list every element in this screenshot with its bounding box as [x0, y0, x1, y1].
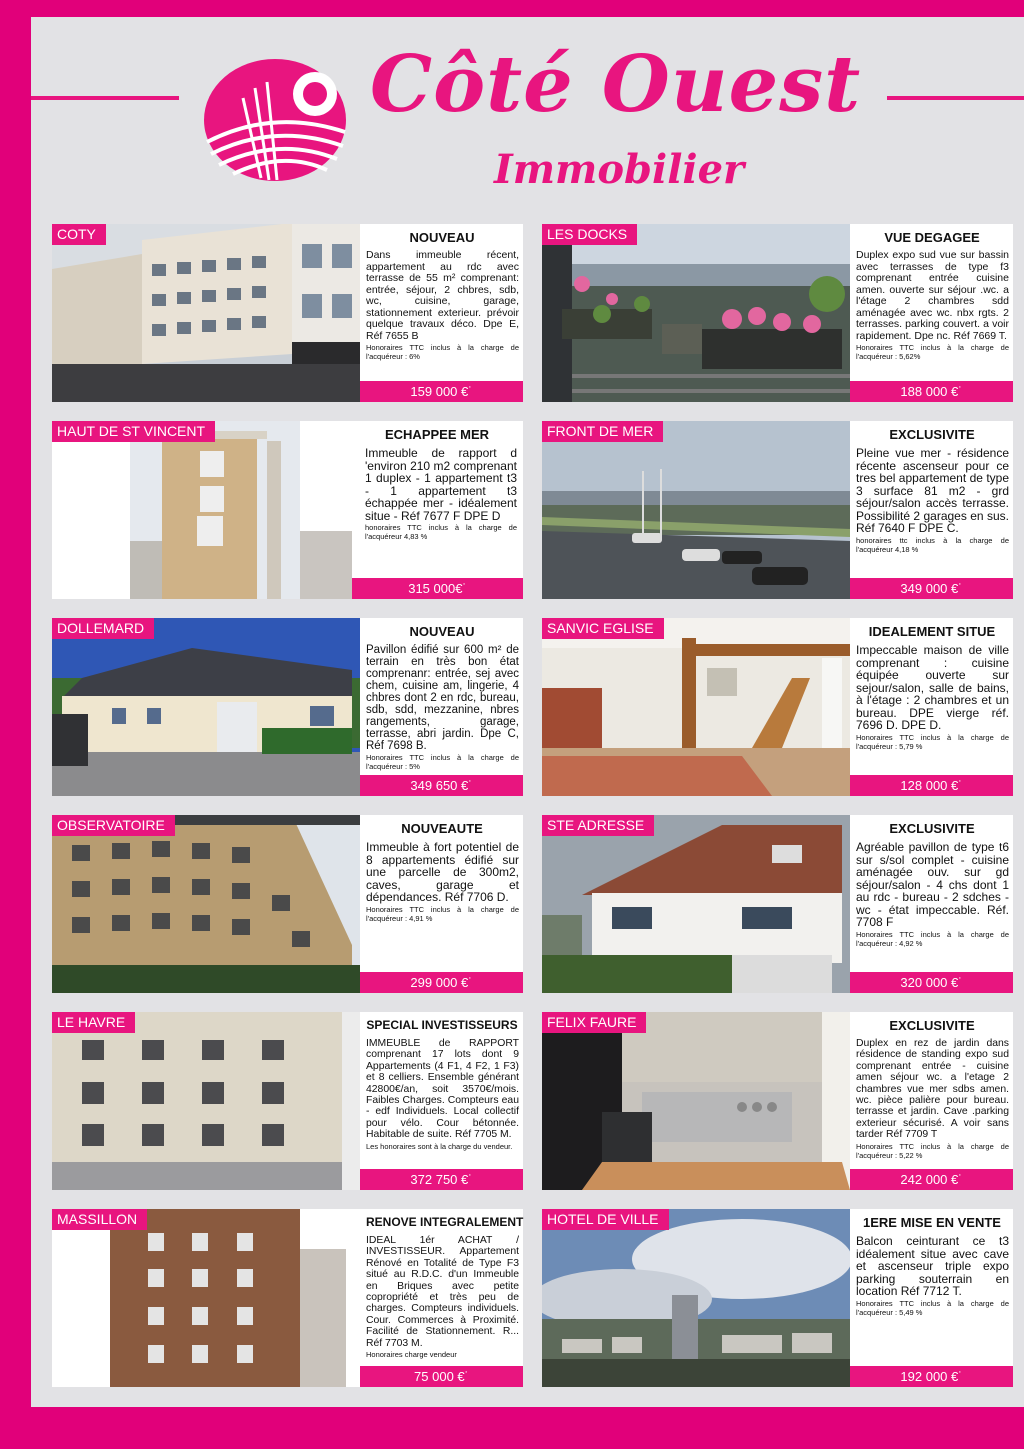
listing-card[interactable] — [542, 815, 1013, 993]
price-label: 320 000 €˙ — [850, 972, 1013, 993]
property-photo — [542, 1209, 850, 1387]
fees-note: Honoraires TTC inclus à la charge de l'acquéreur : 5,62% — [856, 343, 1009, 361]
location-tag: LE HAVRE — [52, 1012, 135, 1033]
listing-heading: ECHAPPEE MER — [384, 427, 490, 442]
listing-description — [856, 250, 1009, 361]
header-rule-right — [887, 96, 1024, 100]
property-photo — [52, 1012, 360, 1190]
description-text: IDEAL 1ér ACHAT / INVESTISSEUR. Appartement Rénové en Totalité de Type F3 situé au R.D.C. d'un Immeuble en Briques avec petite copropriété et très peu de charges. Compteurs individuels. Cour. Commerces à Proximité. Facilité de Stationnement. R... Réf 7703 M. — [366, 1235, 519, 1349]
price-label: 188 000 €˙ — [850, 381, 1013, 402]
listing-heading: RENOVE INTEGRALEMENT — [366, 1215, 524, 1229]
price-label: 159 000 €˙ — [360, 381, 523, 402]
fees-note: honoraires ttc inclus à la charge de l'acquéreur 4,18 % — [856, 535, 1009, 554]
listing-card[interactable] — [52, 421, 523, 599]
listing-description — [856, 447, 1009, 554]
listing-card[interactable] — [542, 1209, 1013, 1387]
location-tag: HOTEL DE VILLE — [542, 1209, 669, 1230]
listing-description — [856, 841, 1009, 948]
location-tag: MASSILLON — [52, 1209, 147, 1230]
listing-heading: NOUVEAUTE — [401, 821, 483, 836]
property-photo — [52, 421, 352, 599]
fees-note: honoraires TTC inclus à la charge de l'acquéreur 4,83 % — [365, 523, 517, 541]
location-tag: DOLLEMARD — [52, 618, 154, 639]
location-tag: FRONT DE MER — [542, 421, 663, 442]
description-text: Immeuble de rapport d 'environ 210 m2 comprenant 1 duplex - 1 appartement t3 - 1 appartement t3 échappée mer - idéalement situe - Réf 7677 F DPE D — [365, 446, 517, 523]
listing-heading: EXCLUSIVITE — [889, 821, 975, 836]
listing-heading: EXCLUSIVITE — [889, 1018, 975, 1033]
listing-heading: VUE DEGAGEE — [884, 230, 980, 245]
property-photo — [52, 815, 360, 993]
listing-heading: SPECIAL INVESTISSEURS — [366, 1018, 518, 1032]
listing-card[interactable] — [52, 224, 523, 402]
brand-subtitle: Immobilier — [494, 146, 745, 193]
description-text: Pavillon édifié sur 600 m² de terrain en très bon état comprenanr: entrée, sej avec chem, cuisine am, lingerie, 4 chbres dont 2 en rdc, bureau, sdb, sdd, mezzanine, nbres rangements, garage, terrasse, abri jardin. Dpe C, Réf 7698 B. — [366, 644, 519, 752]
description-text: Duplex en rez de jardin dans résidence de standing expo sud comprenant entrée - cuisine amen séjour wc. a l'etage 2 chambres vue mer sdbs amen. wc. pièce palière pour bureau. terrasse et jardin. Cave .parking exterieur sécurisé. A voir sans tarder Réf 7709 T — [856, 1038, 1009, 1141]
property-photo — [52, 1209, 346, 1387]
description-text: Impeccable maison de ville comprenant : cuisine équipée ouverte sur sejour/salon, salle de bains, à l'étage : 2 chambres et un bureau. DPE vierge réf. 7696 D. DPE D. — [856, 643, 1009, 732]
fees-note: Honoraires TTC inclus à la charge de l'acquéreur : 5,22 % — [856, 1141, 1009, 1160]
description-text: Dans immeuble récent, appartement au rdc avec terrasse de 55 m² comprenant: entrée, séjour, 2 chbres, sdb, wc, cuisine, garage, stationnement exterieur. prévoir quelque travaux déco. Dpe E, Réf 7655 B — [366, 249, 519, 342]
location-tag: LES DOCKS — [542, 224, 637, 245]
listing-heading: NOUVEAU — [409, 624, 475, 639]
listing-heading: 1ERE MISE EN VENTE — [863, 1215, 1001, 1230]
property-photo — [52, 618, 360, 796]
listing-heading: EXCLUSIVITE — [889, 427, 975, 442]
location-tag: STE ADRESSE — [542, 815, 654, 836]
description-text: Pleine vue mer - résidence récente ascenseur pour ce tres bel appartement de type 3 surface 81 m2 - grd séjour/salon accès terrasse. Possibilité 2 garages en sus. Réf 7640 F DPE C. — [856, 446, 1009, 535]
fees-note: Honoraires TTC inclus à la charge de l'acquéreur : 5,79 % — [856, 732, 1009, 751]
listing-card[interactable] — [52, 1012, 523, 1190]
price-label: 372 750 €˙ — [360, 1169, 523, 1190]
logo-sun-icon — [203, 58, 347, 182]
fees-note: Honoraires charge vendeur — [366, 1350, 457, 1360]
price-label: 75 000 €˙ — [360, 1366, 523, 1387]
property-photo — [542, 421, 850, 599]
listing-description — [365, 447, 517, 541]
listing-description — [366, 1235, 519, 1359]
listing-description — [856, 1038, 1009, 1160]
property-photo — [542, 224, 850, 402]
price-label: 299 000 €˙ — [360, 972, 523, 993]
listing-description — [366, 644, 519, 771]
listing-description — [856, 644, 1009, 751]
listing-description — [856, 1235, 1009, 1317]
header-rule-left — [31, 96, 179, 100]
location-tag: SANVIC EGLISE — [542, 618, 664, 639]
listing-description — [366, 841, 519, 923]
fees-note: Honoraires TTC inclus à la charge de l'acquéreur : 6% — [366, 343, 519, 361]
price-label: 349 650 €˙ — [360, 775, 523, 796]
brand-name: Côté Ouest — [370, 39, 862, 130]
fees-note: Honoraires TTC inclus à la charge de l'acquéreur : 4,91 % — [366, 904, 519, 923]
listing-card[interactable] — [52, 815, 523, 993]
listing-card[interactable] — [542, 1012, 1013, 1190]
description-text: Duplex expo sud vue sur bassin avec terrasses de type f3 comprenant entrée cuisine amen. ouverte sur séjour .wc. a l'étage 2 chambres sdd aménagée avec wc. nbx rgts. 2 terrasses. parking couvert. a voir rapidement. Dpe nc. Réf 7669 T. — [856, 249, 1009, 342]
fees-note: Honoraires TTC inclus à la charge de l'acquéreur : 5% — [366, 753, 519, 771]
description-text: Balcon ceinturant ce t3 idéalement situe avec cave et ascenseur triple expo parking souterrain en location Réf 7712 T. — [856, 1234, 1009, 1298]
listing-card[interactable] — [52, 618, 523, 796]
price-label: 242 000 €˙ — [850, 1169, 1013, 1190]
listing-heading: IDEALEMENT SITUE — [868, 624, 996, 639]
property-photo — [542, 1012, 850, 1190]
listing-card[interactable] — [542, 421, 1013, 599]
listing-heading: NOUVEAU — [409, 230, 475, 245]
fees-note: Les honoraires sont à la charge du vendeur. — [366, 1141, 513, 1151]
property-photo — [52, 224, 360, 402]
description-text: Agréable pavillon de type t6 sur s/sol complet - cuisine aménagée ouv. sur gd séjour/salon - 4 chs dont 1 au rdc - bureau - 2 sdches - wc - état impeccable. Réf. 7708 F — [856, 840, 1009, 929]
price-label: 349 000 €˙ — [850, 578, 1013, 599]
price-label: 192 000 €˙ — [850, 1366, 1013, 1387]
description-text: IMMEUBLE de RAPPORT comprenant 17 lots dont 9 Appartements (4 F1, 4 F2, 1 F3) et 8 celliers. Ensemble générant 42800€/an, soit 3570€/mois. Faibles Charges. Compteurs eau - edf Individuels. Local collectif pour vélo. Cour bétonnée. Habitable de suite. Réf 7705 M. — [366, 1038, 519, 1141]
fees-note: Honoraires TTC inclus à la charge de l'acquéreur : 5,49 % — [856, 1298, 1009, 1317]
price-label: 315 000€˙ — [352, 578, 523, 599]
property-photo — [542, 815, 850, 993]
location-tag: COTY — [52, 224, 106, 245]
location-tag: OBSERVATOIRE — [52, 815, 175, 836]
listing-card[interactable] — [542, 224, 1013, 402]
location-tag: FELIX FAURE — [542, 1012, 646, 1033]
price-label: 128 000 €˙ — [850, 775, 1013, 796]
listing-card[interactable] — [542, 618, 1013, 796]
description-text: Immeuble à fort potentiel de 8 appartements édifié sur une parcelle de 300m2, caves, garage et dépendances. Réf 7706 D. — [366, 840, 519, 904]
listing-description — [366, 1038, 519, 1151]
location-tag: HAUT DE ST VINCENT — [52, 421, 215, 442]
listing-description — [366, 250, 519, 361]
listing-card[interactable] — [52, 1209, 523, 1387]
fees-note: Honoraires TTC inclus à la charge de l'acquéreur : 4,92 % — [856, 929, 1009, 948]
property-photo — [542, 618, 850, 796]
